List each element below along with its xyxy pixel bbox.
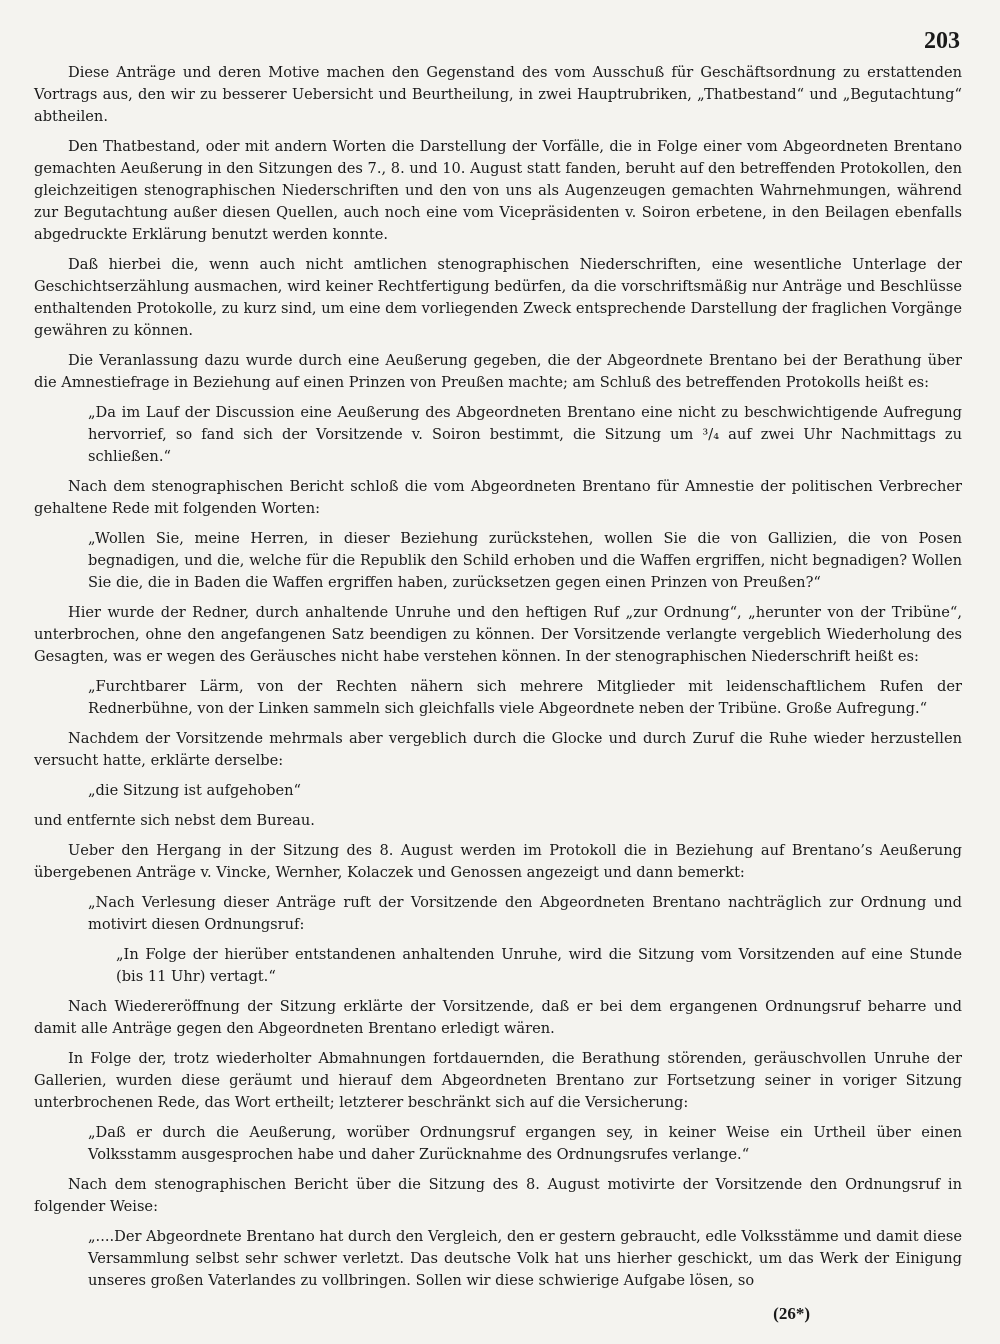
quotation: „die Sitzung ist aufgehoben“ (88, 782, 302, 799)
quotation: „Da im Lauf der Discussion eine Aeußerung des Abgeordneten Brentano eine nicht zu beschwichtigende Aufregung hervorrief, so fand sich der Vorsitzende v. Soiron bestimmt, die Sitzung um ³/₄ auf zwei Uhr Nachmittags zu schließen.“ (88, 404, 962, 465)
paragraph: Daß hierbei die, wenn auch nicht amtlichen stenographischen Niederschriften, eine wesentliche Unterlage der Geschichtserzählung ausmachen, wird keiner Rechtfertigung bedürfen, da die vorschriftsmäßig nur Anträge und Beschlüsse enthaltenden Protokolle, zu kurz sind, um eine dem vorliegenden Zweck entsprechende Darstellung der fraglichen Vorgänge gewähren zu können. (34, 256, 962, 339)
paragraph: Den Thatbestand, oder mit andern Worten die Darstellung der Vorfälle, die in Folge einer vom Abgeordneten Brentano gemachten Aeußerung in den Sitzungen des 7., 8. und 10. August statt fanden, beruht auf den betreffenden Protokollen, den gleichzeitigen stenographischen Niederschriften und den von uns als Augenzeugen gemachten Wahrnehmungen, während zur Begutachtung außer diesen Quellen, auch noch eine vom Vicepräsidenten v. Soiron erbetene, in den Beilagen ebenfalls abgedruckte Erklärung benutzt werden konnte. (34, 138, 962, 243)
paragraph: und entfernte sich nebst dem Bureau. (34, 812, 315, 829)
paragraph: Hier wurde der Redner, durch anhaltende Unruhe und den heftigen Ruf „zur Ordnung“, „herunter von der Tribüne“, unterbrochen, ohne den angefangenen Satz beendigen zu können. Der Vorsitzende verlangte vergeblich Wiederholung des Gesagten, was er wegen des Geräusches nicht habe verstehen können. In der stenographischen Niederschrift heißt es: (34, 604, 962, 665)
paragraph: Nach dem stenographischen Bericht über die Sitzung des 8. August motivirte der Vorsitzende den Ordnungsruf in folgender Weise: (34, 1176, 962, 1215)
paragraph: Diese Anträge und deren Motive machen den Gegenstand des vom Ausschuß für Geschäftsordnung zu erstattenden Vortrags aus, den wir zu besserer Uebersicht und Beurtheilung, in zwei Hauptrubriken, „Thatbestand“ und „Begutachtung“ abtheilen. (34, 64, 962, 125)
paragraph: Nach dem stenographischen Bericht schloß die vom Abgeordneten Brentano für Amnestie der politischen Verbrecher gehaltene Rede mit folgenden Worten: (34, 478, 962, 517)
signature-mark: (26*) (773, 1304, 810, 1323)
paragraph: In Folge der, trotz wiederholter Abmahnungen fortdauernden, die Berathung störenden, geräuschvollen Unruhe der Gallerien, wurden diese geräumt und hierauf dem Abgeordneten Brentano zur Fortsetzung seiner in voriger Sitzung unterbrochenen Rede, das Wort ertheilt; letzterer beschränkt sich auf die Versicherung: (34, 1050, 962, 1111)
page-number: 203 (924, 28, 960, 54)
quotation: „Daß er durch die Aeußerung, worüber Ordnungsruf ergangen sey, in keiner Weise ein Urtheil über einen Volksstamm ausgesprochen habe und daher Zurücknahme des Ordnungsrufes verlange.“ (88, 1124, 962, 1163)
quotation: „Wollen Sie, meine Herren, in dieser Beziehung zurückstehen, wollen Sie die von Gallizien, die von Posen begnadigen, und die, welche für die Republik den Schild erhoben und die Waffen ergriffen, nicht begnadigen? Wollen Sie die, die in Baden die Waffen ergriffen haben, zurücksetzen gegen einen Prinzen von Preußen?“ (88, 530, 962, 591)
paragraph: Ueber den Hergang in der Sitzung des 8. August werden im Protokoll die in Beziehung auf Brentano’s Aeußerung übergebenen Anträge v. Vincke, Wernher, Kolaczek und Genossen angezeigt und dann bemerkt: (34, 842, 962, 881)
nested-quotation: „In Folge der hierüber entstandenen anhaltenden Unruhe, wird die Sitzung vom Vorsitzenden auf eine Stunde (bis 11 Uhr) vertagt.“ (116, 946, 962, 985)
paragraph: Nachdem der Vorsitzende mehrmals aber vergeblich durch die Glocke und durch Zuruf die Ruhe wieder herzustellen versucht hatte, erklärte derselbe: (34, 730, 962, 769)
quotation: „Nach Verlesung dieser Anträge ruft der Vorsitzende den Abgeordneten Brentano nachträglich zur Ordnung und motivirt diesen Ordnungsruf: (88, 894, 962, 933)
quotation: „Furchtbarer Lärm, von der Rechten nähern sich mehrere Mitglieder mit leidenschaftlichem Rufen der Rednerbühne, von der Linken sammeln sich gleichfalls viele Abgeordnete neben der Tribüne. Große Aufregung.“ (88, 678, 962, 717)
paragraph: Nach Wiedereröffnung der Sitzung erklärte der Vorsitzende, daß er bei dem ergangenen Ordnungsruf beharre und damit alle Anträge gegen den Abgeordneten Brentano erledigt wären. (34, 998, 962, 1037)
paragraph: Die Veranlassung dazu wurde durch eine Aeußerung gegeben, die der Abgeordnete Brentano bei der Berathung über die Amnestiefrage in Beziehung auf einen Prinzen von Preußen machte; am Schluß des betreffenden Protokolls heißt es: (34, 352, 962, 391)
quotation: „....Der Abgeordnete Brentano hat durch den Vergleich, den er gestern gebraucht, edle Volksstämme und damit diese Versammlung selbst sehr schwer verletzt. Das deutsche Volk hat uns hierher geschickt, um das Werk der Einigung unseres großen Vaterlandes zu vollbringen. Sollen wir diese schwierige Aufgabe lösen, so (88, 1228, 962, 1289)
body-text (34, 62, 962, 1300)
